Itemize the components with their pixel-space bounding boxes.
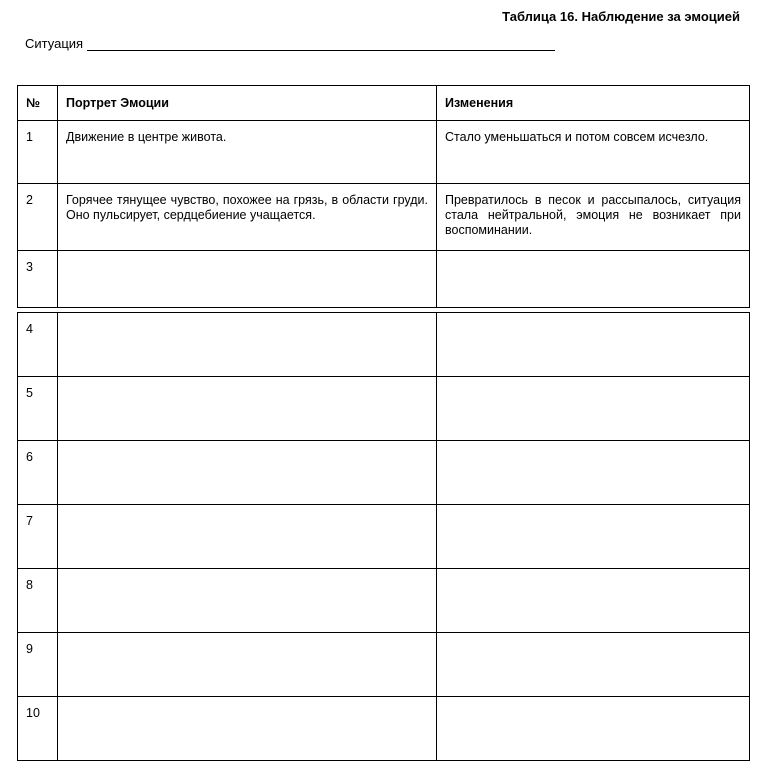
row-number: 5: [26, 386, 33, 400]
row-number: 7: [26, 514, 33, 528]
table-row: [18, 697, 750, 761]
changes-cell[interactable]: [445, 313, 741, 322]
changes-cell[interactable]: [445, 505, 741, 514]
emotion-portrait-cell[interactable]: [66, 377, 428, 386]
header-changes: Изменения: [437, 86, 750, 121]
emotion-portrait-cell[interactable]: [66, 505, 428, 514]
row-number: 8: [26, 578, 33, 592]
emotion-portrait-cell[interactable]: [66, 441, 428, 450]
emotion-portrait-cell: Горячее тянущее чувство, похожее на грязь, в области груди. Оно пульсирует, сердцебиение учащается.: [66, 193, 428, 222]
table-row: [18, 633, 750, 697]
observation-table-part-1: [17, 85, 750, 308]
emotion-portrait-cell[interactable]: [66, 313, 428, 322]
changes-cell[interactable]: [445, 251, 741, 260]
changes-cell: Стало уменьшаться и потом совсем исчезло.: [445, 130, 709, 144]
changes-cell[interactable]: [445, 569, 741, 578]
emotion-portrait-cell[interactable]: [66, 251, 428, 260]
table-row: [18, 377, 750, 441]
table-row: [18, 251, 750, 308]
emotion-portrait-cell: Движение в центре живота.: [66, 130, 227, 144]
row-number: 6: [26, 450, 33, 464]
situation-blank-line[interactable]: [87, 37, 555, 51]
table-row: [18, 313, 750, 377]
situation-label: Ситуация: [25, 36, 84, 51]
row-number: 9: [26, 642, 33, 656]
row-number: 4: [26, 322, 33, 336]
emotion-portrait-cell[interactable]: [66, 569, 428, 578]
table-caption: Таблица 16. Наблюдение за эмоцией: [502, 9, 740, 24]
emotion-portrait-cell[interactable]: [66, 697, 428, 706]
row-number: 3: [26, 260, 33, 274]
table-header-row: [18, 86, 750, 121]
row-number: 1: [26, 130, 33, 144]
table-row: [18, 184, 750, 251]
changes-cell[interactable]: [445, 377, 741, 386]
row-number: 2: [26, 193, 33, 207]
changes-cell[interactable]: [445, 441, 741, 450]
header-emotion-portrait: Портрет Эмоции: [58, 86, 437, 121]
emotion-portrait-cell[interactable]: [66, 633, 428, 642]
situation-field: [25, 36, 555, 51]
table-row: [18, 121, 750, 184]
table-row: [18, 505, 750, 569]
observation-table-part-2: [17, 312, 750, 761]
changes-cell: Превратилось в песок и рассыпалось, ситуация стала нейтральной, эмоция не возникает при воспоминании.: [445, 193, 741, 237]
row-number: 10: [26, 706, 40, 720]
changes-cell[interactable]: [445, 697, 741, 706]
changes-cell[interactable]: [445, 633, 741, 642]
table-row: [18, 441, 750, 505]
header-number: №: [18, 86, 58, 121]
table-row: [18, 569, 750, 633]
